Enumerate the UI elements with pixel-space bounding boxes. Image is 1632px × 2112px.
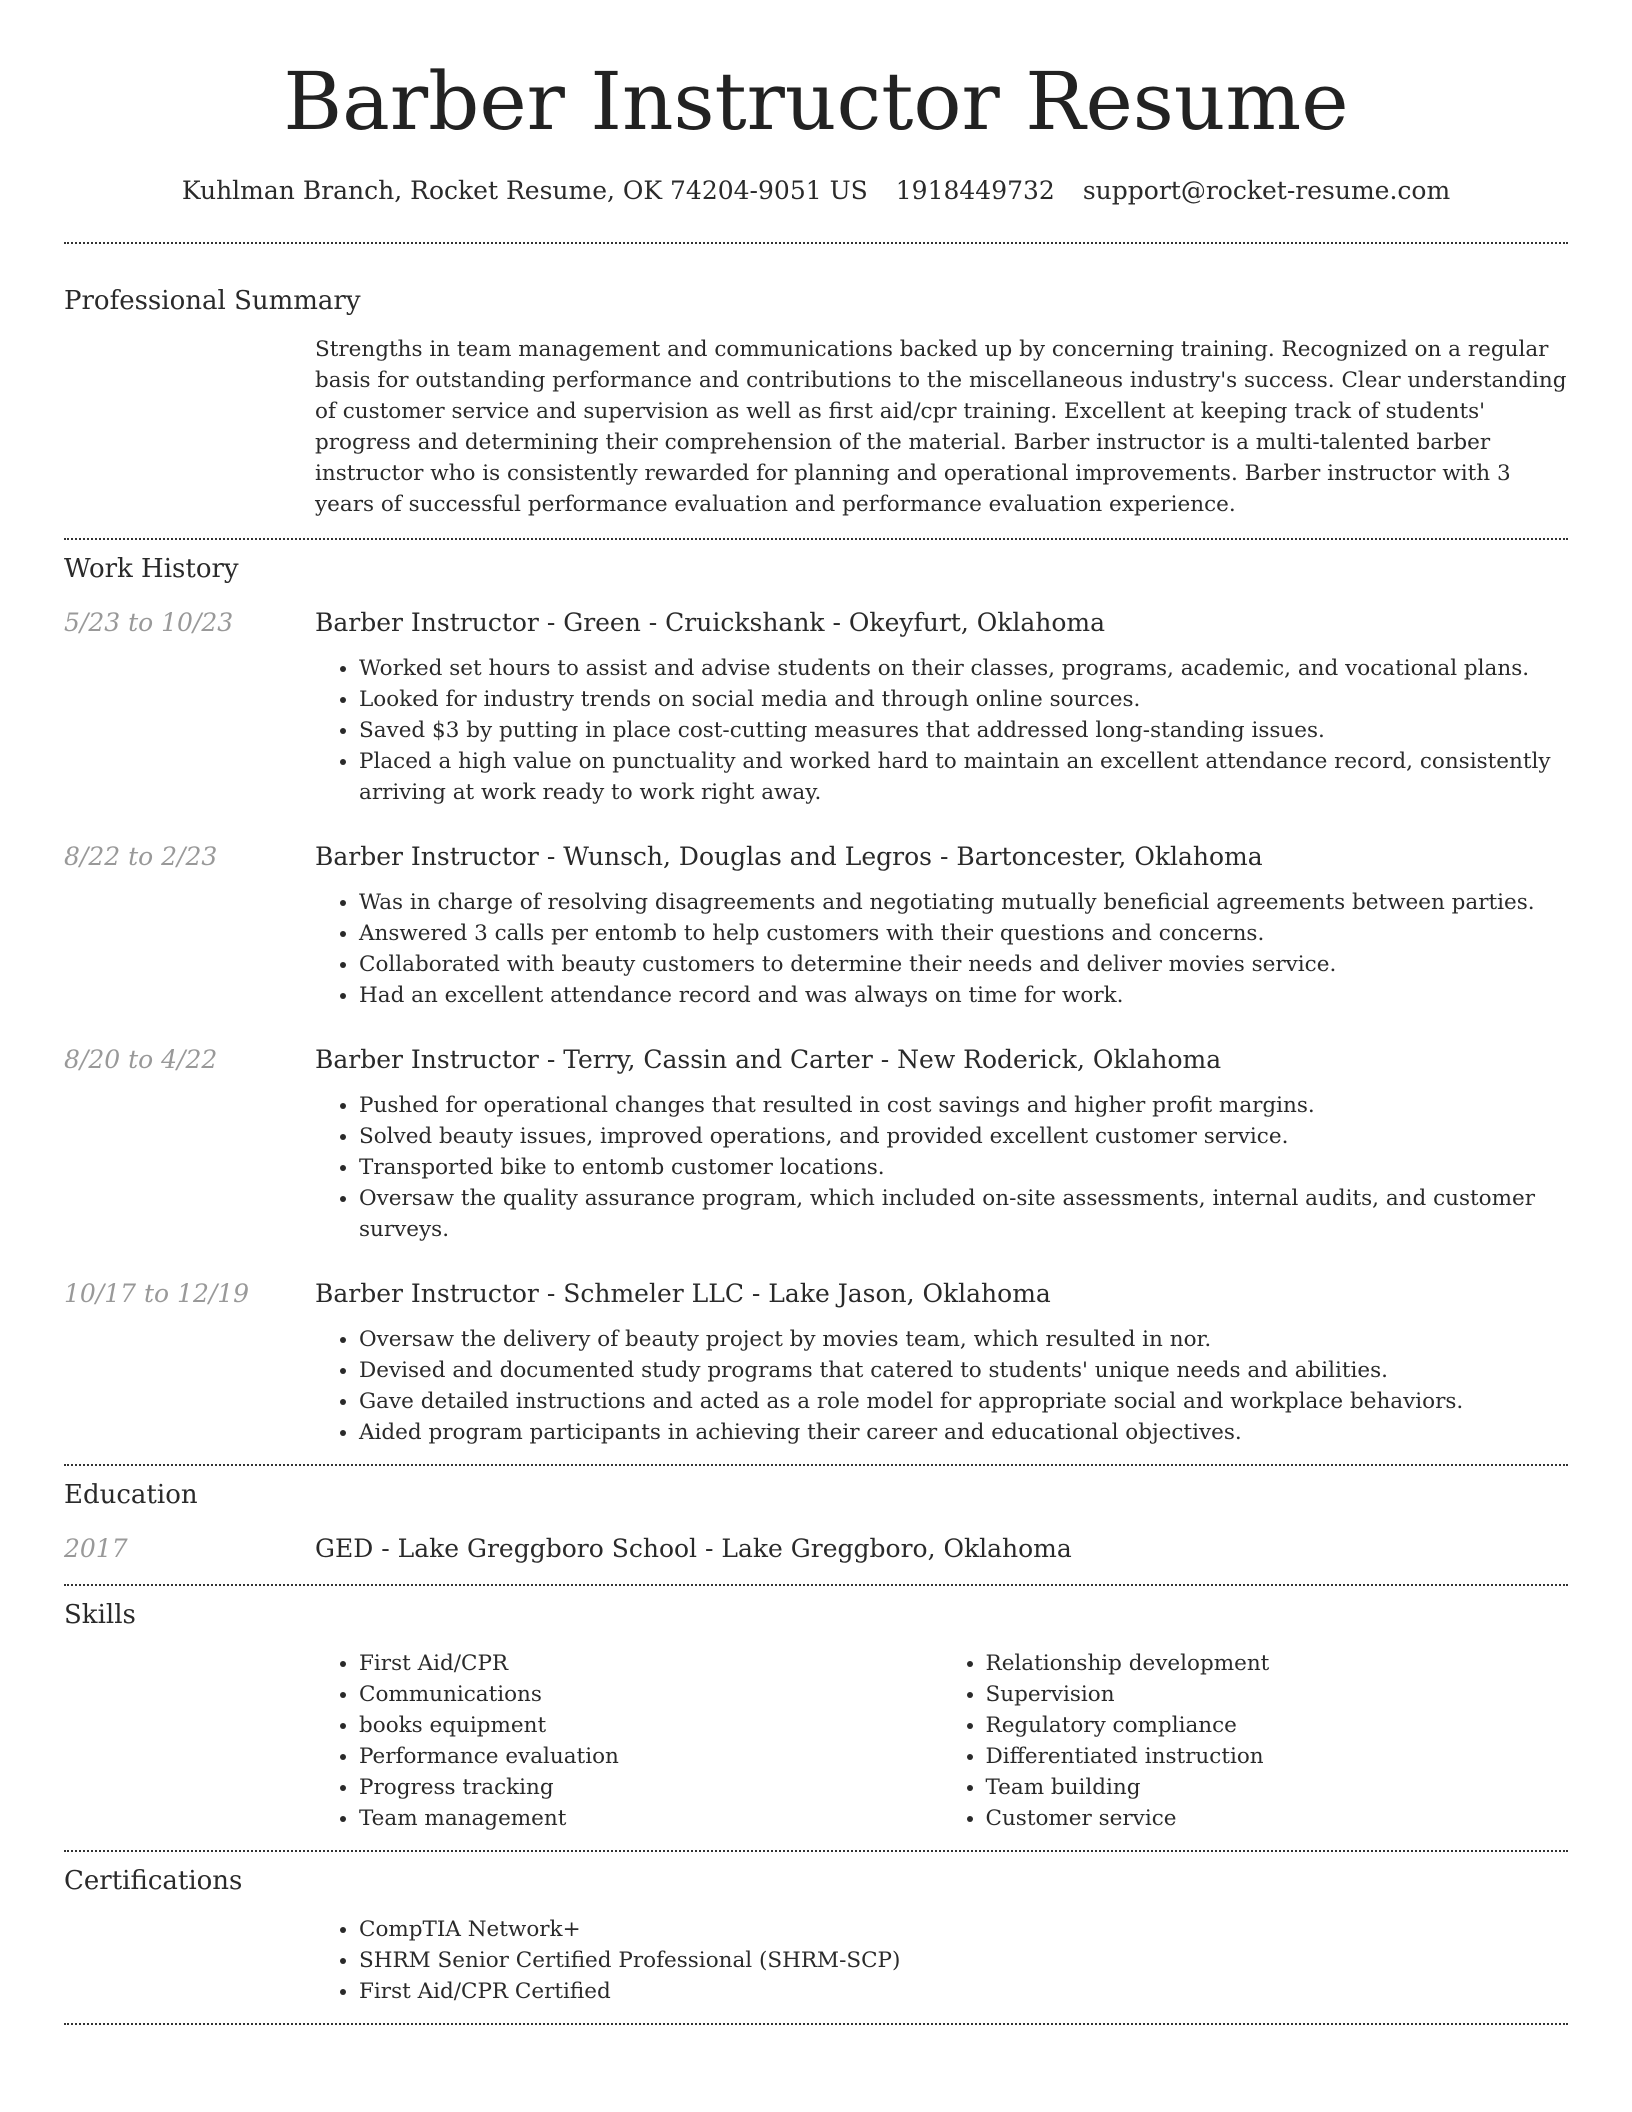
job-title: Barber Instructor - Terry, Cassin and Carter - New Roderick, Oklahoma bbox=[315, 1045, 1222, 1074]
list-item: • Worked set hours to assist and advise students on their classes, programs, academic, and vocational plans. bbox=[359, 653, 1568, 684]
divider bbox=[64, 538, 1568, 540]
list-item: • Transported bike to entomb customer locations. bbox=[359, 1152, 1568, 1183]
job-entry bbox=[64, 1279, 1568, 1448]
education-heading: Education bbox=[64, 1480, 198, 1510]
contact-phone: 1918449732 bbox=[895, 176, 1055, 205]
divider bbox=[64, 1850, 1568, 1852]
education-entry bbox=[64, 1534, 1568, 1564]
job-entry bbox=[64, 1045, 1568, 1245]
list-item: • CompTIA Network+ bbox=[359, 1914, 1568, 1945]
list-item: • Answered 3 calls per entomb to help customers with their questions and concerns. bbox=[359, 918, 1568, 949]
list-item: • Collaborated with beauty customers to determine their needs and deliver movies service. bbox=[359, 949, 1568, 980]
list-item: • books equipment bbox=[359, 1710, 942, 1741]
job-title: Barber Instructor - Green - Cruickshank - Okeyfurt, Oklahoma bbox=[315, 608, 1106, 637]
divider bbox=[64, 1464, 1568, 1466]
list-item: • Regulatory compliance bbox=[986, 1710, 1569, 1741]
list-item: • Performance evaluation bbox=[359, 1741, 942, 1772]
skills-list-right bbox=[942, 1648, 1569, 1834]
list-item: • Was in charge of resolving disagreements and negotiating mutually beneficial agreements between parties. bbox=[359, 887, 1568, 918]
job-dates: 8/20 to 4/22 bbox=[64, 1045, 218, 1074]
work-history-heading: Work History bbox=[64, 554, 239, 584]
skills-heading: Skills bbox=[64, 1600, 136, 1630]
list-item: • Pushed for operational changes that resulted in cost savings and higher profit margins. bbox=[359, 1090, 1568, 1121]
education-title: GED - Lake Greggboro School - Lake Greggboro, Oklahoma bbox=[315, 1534, 1072, 1563]
list-item: • Relationship development bbox=[986, 1648, 1569, 1679]
job-bullets bbox=[315, 1324, 1568, 1448]
list-item: • Supervision bbox=[986, 1679, 1569, 1710]
list-item: • Looked for industry trends on social media and through online sources. bbox=[359, 684, 1568, 715]
list-item: • Team building bbox=[986, 1772, 1569, 1803]
divider bbox=[64, 1584, 1568, 1586]
job-dates: 10/17 to 12/19 bbox=[64, 1279, 250, 1308]
summary-text: Strengths in team management and communications backed up by concerning training. Recognized on a regular basis for outstanding performance and contributions to the miscellaneous industry's success. Clear understanding of customer service and supervision as well as first aid/cpr training. Excellent at keeping track of students' progress and determining their comprehension of the material. Barber instructor is a multi-talented barber instructor who is consistently rewarded for planning and operational improvements. Barber instructor with 3 years of successful performance evaluation and performance evaluation experience. bbox=[315, 337, 1567, 517]
list-item: • SHRM Senior Certified Professional (SHRM-SCP) bbox=[359, 1945, 1568, 1976]
summary-section bbox=[64, 288, 1568, 520]
list-item: • Oversaw the quality assurance program, which included on-site assessments, internal audits, and customer surveys. bbox=[359, 1183, 1568, 1245]
certifications-section bbox=[64, 1868, 1568, 2007]
list-item: • Differentiated instruction bbox=[986, 1741, 1569, 1772]
list-item: • Placed a high value on punctuality and worked hard to maintain an excellent attendance record, consistently arriving at work ready to work right away. bbox=[359, 746, 1568, 808]
list-item: • Solved beauty issues, improved operations, and provided excellent customer service. bbox=[359, 1121, 1568, 1152]
list-item: • First Aid/CPR bbox=[359, 1648, 942, 1679]
list-item: • Team management bbox=[359, 1803, 942, 1834]
certifications-heading: Certifications bbox=[64, 1866, 243, 1896]
job-entry bbox=[64, 842, 1568, 1011]
list-item: • First Aid/CPR Certified bbox=[359, 1976, 1568, 2007]
list-item: • Customer service bbox=[986, 1803, 1569, 1834]
job-entry bbox=[64, 608, 1568, 808]
job-title: Barber Instructor - Schmeler LLC - Lake Jason, Oklahoma bbox=[315, 1279, 1051, 1308]
divider bbox=[64, 2023, 1568, 2025]
list-item: • Gave detailed instructions and acted as a role model for appropriate social and workplace behaviors. bbox=[359, 1386, 1568, 1417]
job-bullets bbox=[315, 1090, 1568, 1245]
contact-email: support@rocket-resume.com bbox=[1082, 176, 1451, 205]
education-year: 2017 bbox=[64, 1534, 128, 1563]
list-item: • Oversaw the delivery of beauty project by movies team, which resulted in nor. bbox=[359, 1324, 1568, 1355]
list-item: • Saved $3 by putting in place cost-cutting measures that addressed long-standing issues. bbox=[359, 715, 1568, 746]
contact-line bbox=[64, 176, 1568, 206]
summary-heading: Professional Summary bbox=[64, 286, 361, 316]
skills-section bbox=[64, 1602, 1568, 1834]
certifications-list bbox=[315, 1914, 1568, 2007]
work-history-section bbox=[64, 556, 1568, 1448]
job-dates: 8/22 to 2/23 bbox=[64, 842, 218, 871]
list-item: • Had an excellent attendance record and was always on time for work. bbox=[359, 980, 1568, 1011]
job-dates: 5/23 to 10/23 bbox=[64, 608, 234, 637]
education-section bbox=[64, 1482, 1568, 1564]
resume-title: Barber Instructor Resume bbox=[283, 55, 1349, 148]
list-item: • Progress tracking bbox=[359, 1772, 942, 1803]
list-item: • Devised and documented study programs that catered to students' unique needs and abilities. bbox=[359, 1355, 1568, 1386]
job-title: Barber Instructor - Wunsch, Douglas and Legros - Bartoncester, Oklahoma bbox=[315, 842, 1263, 871]
job-bullets bbox=[315, 887, 1568, 1011]
divider bbox=[64, 242, 1568, 244]
contact-address: Kuhlman Branch, Rocket Resume, OK 74204-9051 US bbox=[181, 176, 868, 205]
list-item: • Aided program participants in achieving their career and educational objectives. bbox=[359, 1417, 1568, 1448]
job-bullets bbox=[315, 653, 1568, 808]
list-item: • Communications bbox=[359, 1679, 942, 1710]
skills-list-left bbox=[315, 1648, 942, 1834]
